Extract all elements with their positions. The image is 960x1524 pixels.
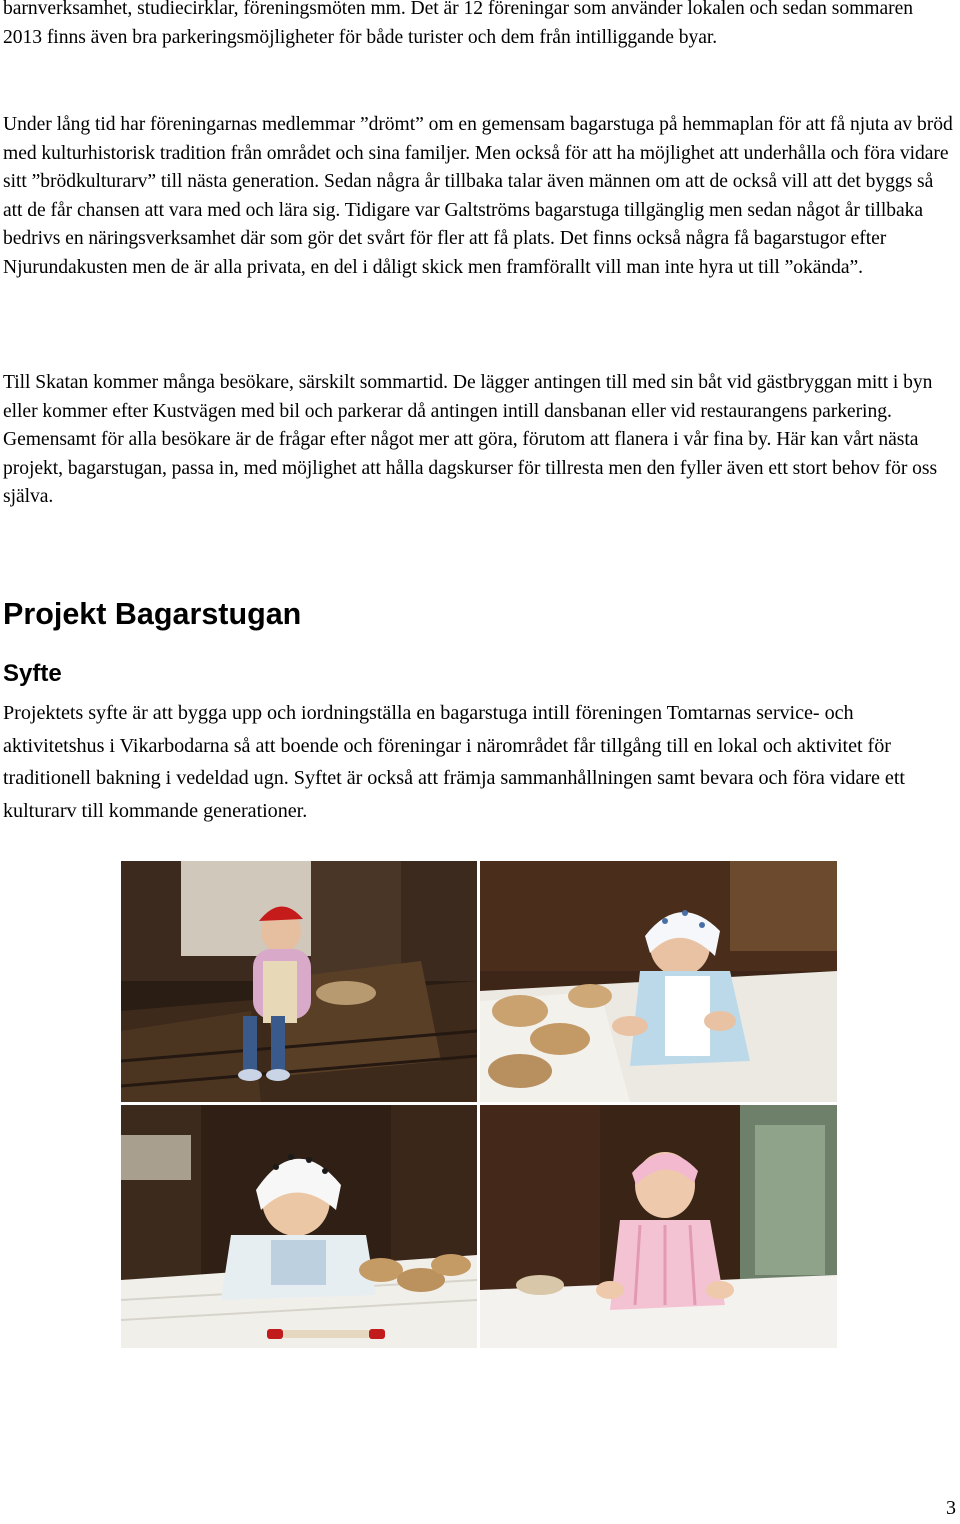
section-title: Projekt Bagarstugan bbox=[3, 597, 302, 631]
page-number: 3 bbox=[946, 1497, 956, 1519]
photo-child-pink-dress bbox=[480, 1105, 837, 1348]
photo-child-dotted-scarf-image bbox=[121, 1105, 477, 1348]
photo-child-red-hat bbox=[121, 861, 477, 1102]
photo-child-white-scarf bbox=[480, 861, 837, 1102]
photo-child-red-hat-image bbox=[121, 861, 477, 1102]
photo-child-dotted-scarf bbox=[121, 1105, 477, 1348]
section-subtitle: Syfte bbox=[3, 660, 62, 687]
photo-child-pink-dress-image bbox=[480, 1105, 837, 1348]
paragraph-visitors: Till Skatan kommer många besökare, särskilt sommartid. De lägger antingen till med sin båt vid gästbryggan mitt i byn eller kommer efter Kustvägen med bil och parkerar då antingen intill dansbanan eller vid restaurangens parkering. Gemensamt för alla besökare är de frågar efter något mer att göra, förutom att flanera i vår fina by. Här kan vårt nästa projekt, bagarstugan, passa in, med möjlighet att hålla dagskurser för tillresta men den fyller även ett stort behov för oss själva. bbox=[3, 372, 938, 508]
paragraph-dream: Under lång tid har föreningarnas medlemmar ”drömt” om en gemensam bagarstuga på hemmaplan för att få njuta av bröd med kulturhistorisk tradition från området och sina familjer. Men också för att ha möjlighet att underhålla och föra vidare sitt ”brödkulturarv” till nästa generation. Sedan några år tillbaka talar även männen om att de också vill att det byggs så att de får chansen att vara med och lära sig. Tidigare var Galtströms bagarstuga tillgänglig men sedan något år tillbaka bedrivs en näringsverksamhet där som gör det svårt för fler att få plats. Det finns också några få bagarstugor efter Njurundakusten men de är alla privata, en del i dåligt skick men framförallt vill man inte hyra ut till ”okända”. bbox=[3, 114, 953, 278]
paragraph-intro: barnverksamhet, studiecirklar, föreningsmöten mm. Det är 12 föreningar som använder lokalen och sedan sommaren 2013 finns även bra parkeringsmöjligheter för både turister och dem från intilliggande byar. bbox=[3, 0, 913, 48]
photo-child-white-scarf-image bbox=[480, 861, 837, 1102]
paragraph-purpose: Projektets syfte är att bygga upp och iordningställa en bagarstuga intill föreningen Tomtarnas service- och aktivitetshus i Vikarbodarna så att boende och föreningar i närområdet får tillgång till en lokal och aktivitet för traditionell bakning i vedeldad ugn. Syftet är också att främja sammanhållningen samt bevara och föra vidare ett kulturarv till kommande generationer. bbox=[3, 702, 905, 822]
